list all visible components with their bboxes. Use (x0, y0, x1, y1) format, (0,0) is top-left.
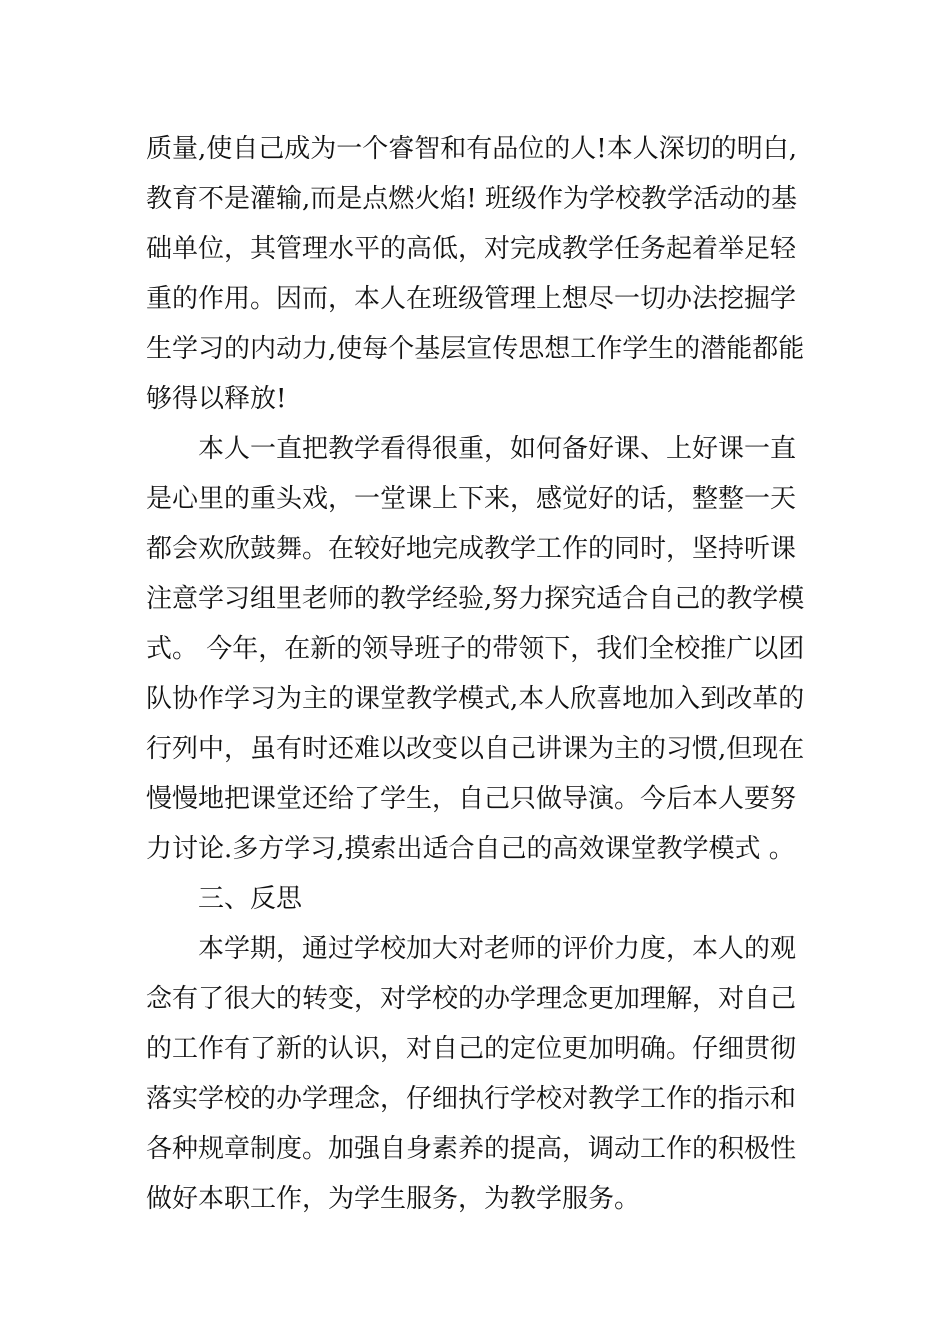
text-line: 式。 今年，在新的领导班子的带领下，我们全校推广以团 (146, 634, 805, 664)
text-line: 注意学习组里老师的教学经验,努力探究适合自己的教学模 (146, 584, 805, 614)
text-line: 础单位，其管理水平的高低，对完成教学任务起着举足轻 (146, 234, 797, 264)
section-heading: 三、反思 (198, 884, 303, 914)
paragraph-reflection (146, 924, 808, 1224)
text-line: 够得以释放! (146, 384, 287, 414)
section-heading-reflection (146, 874, 808, 924)
text-line: 力讨论.多方学习,摸索出适合自己的高效课堂教学模式 。 (146, 834, 795, 864)
text-line: 生学习的内动力,使每个基层宣传思想工作学生的潜能都能 (146, 334, 805, 364)
text-line: 念有了很大的转变，对学校的办学理念更加理解，对自己 (146, 984, 797, 1014)
text-line: 是心里的重头戏，一堂课上下来，感觉好的话，整整一天 (146, 484, 797, 514)
text-line: 行列中，虽有时还难以改变以自己讲课为主的习惯,但现在 (146, 734, 805, 764)
text-line: 做好本职工作，为学生服务，为教学服务。 (146, 1184, 641, 1214)
text-line: 质量,使自己成为一个睿智和有品位的人!本人深切的明白, (146, 134, 797, 164)
document-body (146, 124, 808, 1224)
text-line: 队协作学习为主的课堂教学模式,本人欣喜地加入到改革的 (146, 684, 805, 714)
text-line: 落实学校的办学理念，仔细执行学校对教学工作的指示和 (146, 1084, 797, 1114)
text-line: 重的作用。因而，本人在班级管理上想尽一切办法挖掘学 (146, 284, 797, 314)
text-line: 慢慢地把课堂还给了学生，自己只做导演。今后本人要努 (146, 784, 797, 814)
text-line: 本人一直把教学看得很重，如何备好课、上好课一直 (198, 434, 797, 464)
text-line: 的工作有了新的认识，对自己的定位更加明确。仔细贯彻 (146, 1034, 797, 1064)
paragraph-class-management (146, 124, 808, 424)
text-line: 各种规章制度。加强自身素养的提高，调动工作的积极性 (146, 1134, 797, 1164)
text-line: 本学期，通过学校加大对老师的评价力度，本人的观 (198, 934, 797, 964)
text-line: 都会欢欣鼓舞。在较好地完成教学工作的同时，坚持听课 (146, 534, 797, 564)
text-line: 教育不是灌输,而是点燃火焰! 班级作为学校教学活动的基 (146, 184, 797, 214)
paragraph-teaching (146, 424, 808, 874)
